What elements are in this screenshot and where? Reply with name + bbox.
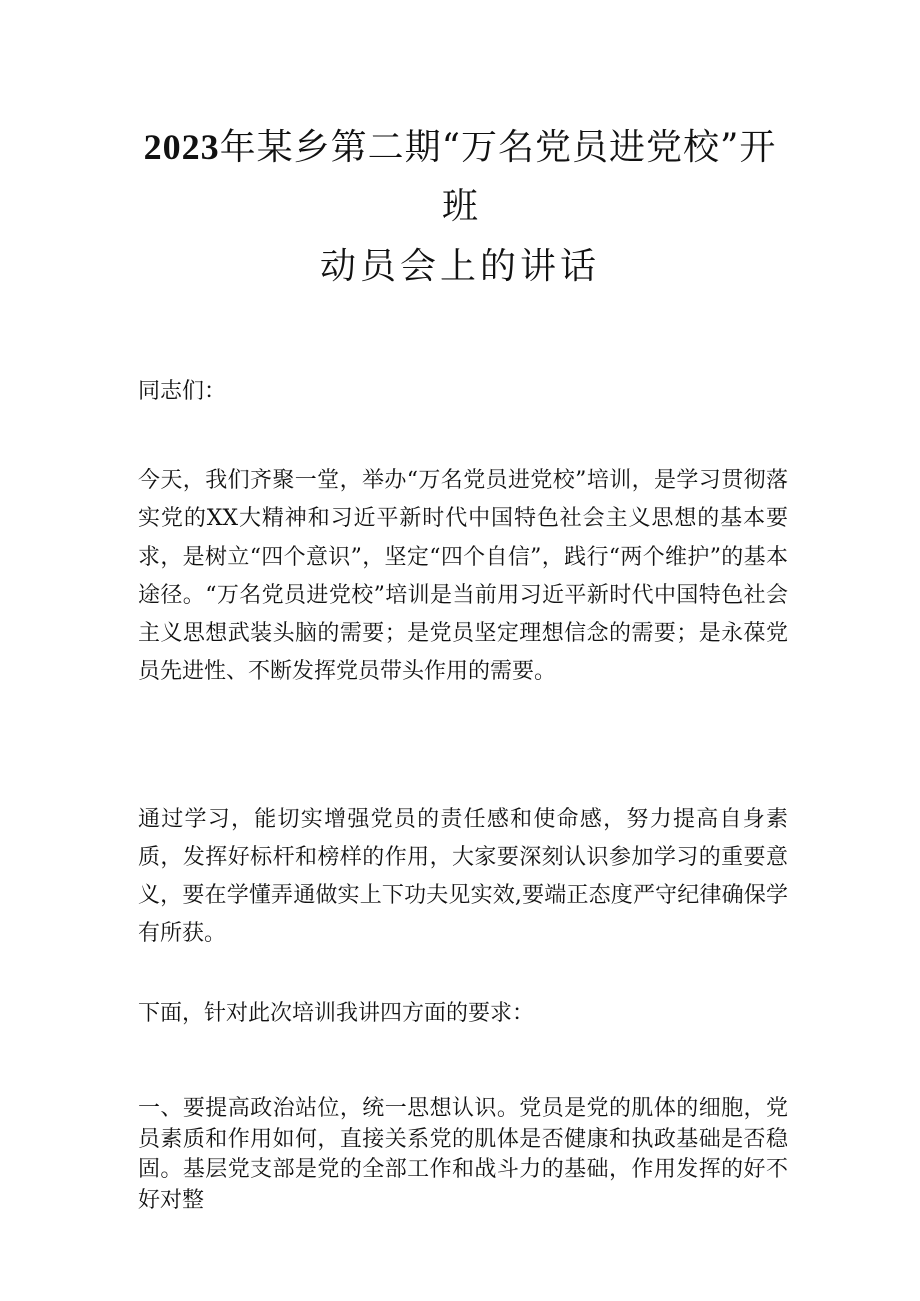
- document-title-line-3: 动员会上的讲话: [319, 246, 600, 287]
- title-line-1-text: 年某乡第二期“万名党员进党校”开: [219, 127, 777, 168]
- paragraph-3: 下面，针对此次培训我讲四方面的要求：: [138, 1001, 535, 1026]
- paragraph-1: 今天，我们齐聚一堂，举办“万名党员进党校”培训，是学习贯彻落实党的XX大精神和习近平新时代中国特色社会主义思想的基本要求，是树立“四个意识”，坚定“四个自信”，践行“两个维护”的基本途径。“万名党员进党校”培训是当前用习近平新时代中国特色社会主义思想武装头脑的需要；是党员坚定理想信念的需要；是永葆党员先进性、不断发挥党员带头作用的需要。: [138, 468, 788, 685]
- document-title-line-2: 班: [441, 186, 478, 227]
- salutation: 同志们：: [138, 379, 227, 404]
- paragraph-4: 一、要提高政治站位，统一思想认识。党员是党的肌体的细胞，党员素质和作用如何，直接关系党的肌体是否健康和执政基础是否稳固。基层党支部是党的全部工作和战斗力的基础，作用发挥的好不好对整: [138, 1096, 788, 1213]
- title-year: 2023: [143, 127, 220, 167]
- paragraph-2: 通过学习，能切实增强党员的责任感和使命感，努力提高自身素质，发挥好标杆和榜样的作用，大家要深刻认识参加学习的重要意义，要在学懂弄通做实上下功夫见实效,要端正态度严守纪律确保学有所获。: [138, 807, 788, 946]
- document-title-line-1: [0, 122, 920, 173]
